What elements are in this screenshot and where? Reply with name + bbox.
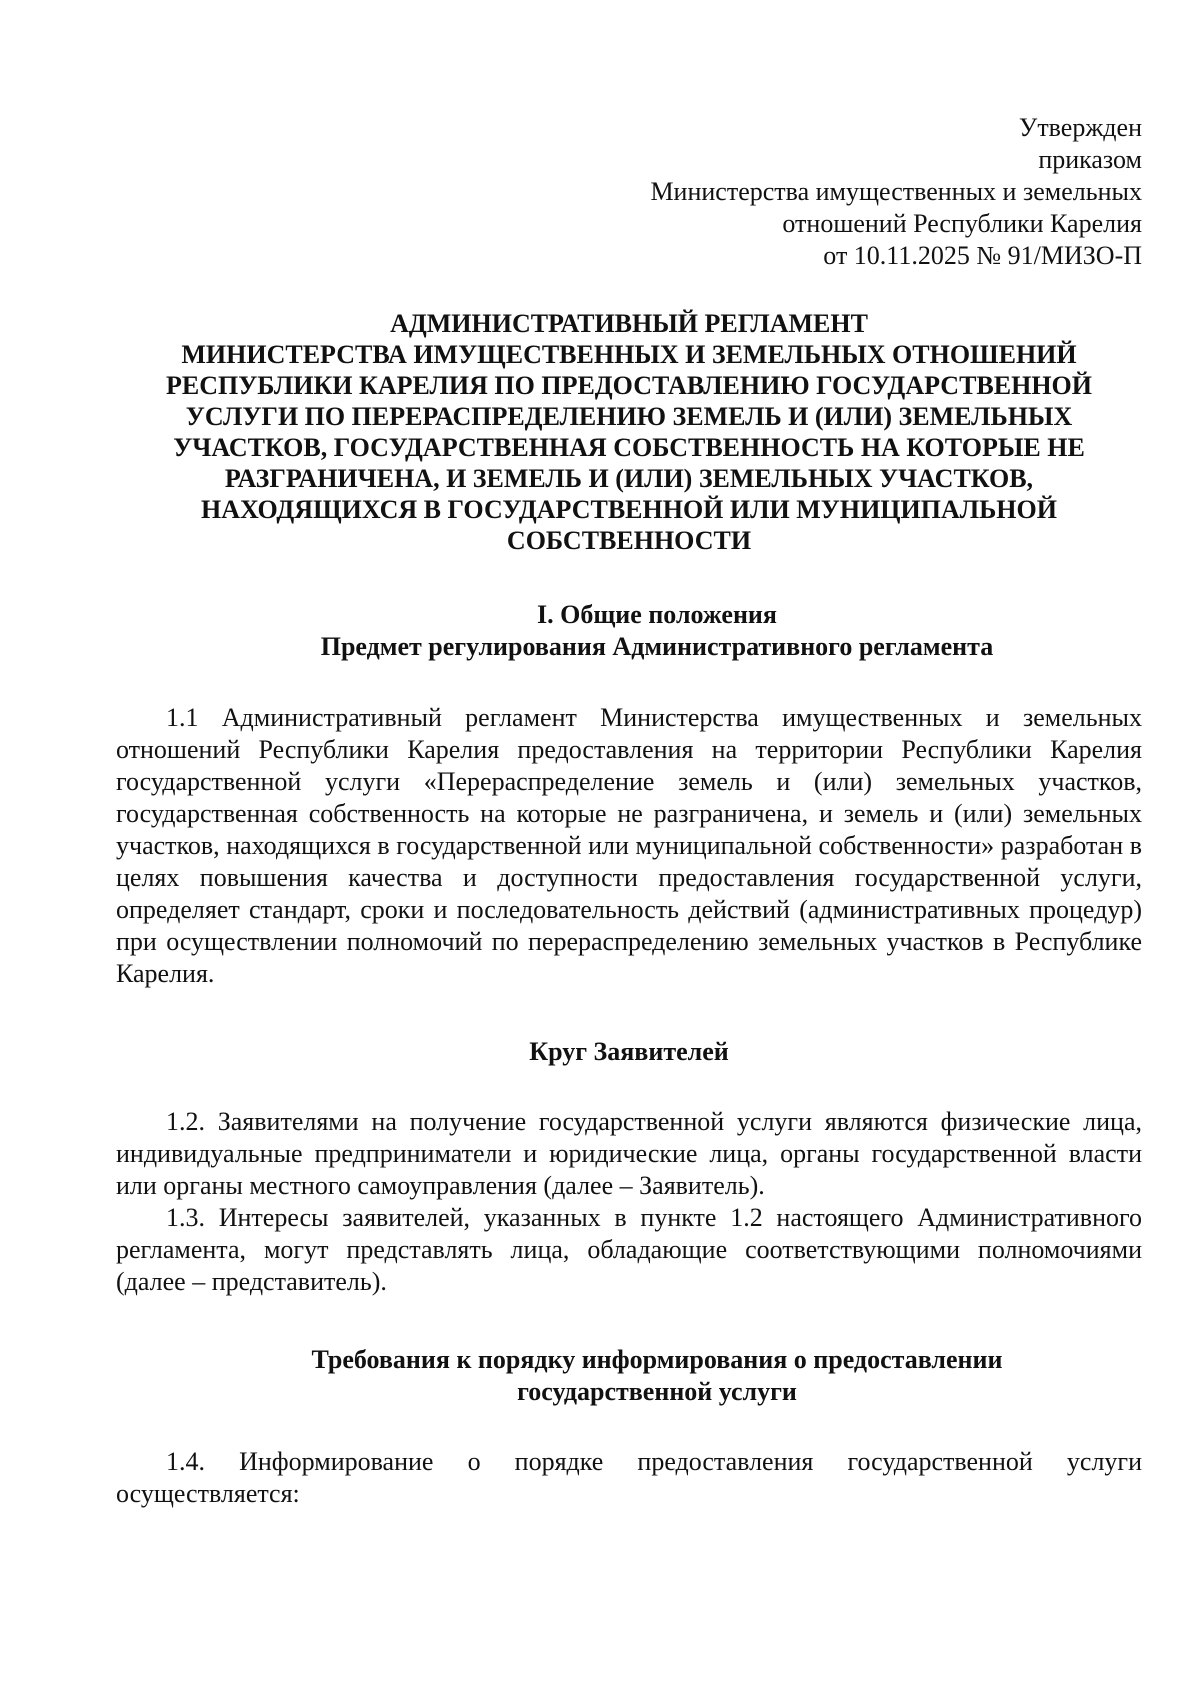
section-heading-applicants	[116, 1036, 1142, 1068]
approval-line: отношений Республики Карелия	[782, 209, 1142, 238]
approval-line: приказом	[1038, 145, 1142, 174]
title-line: МИНИСТЕРСТВА ИМУЩЕСТВЕННЫХ И ЗЕМЕЛЬНЫХ ОТНОШЕНИЙ	[181, 340, 1077, 369]
paragraph-1-4: 1.4. Информирование о порядке предоставления государственной услуги осуществляется:	[116, 1447, 1142, 1508]
title-line: РЕСПУБЛИКИ КАРЕЛИЯ ПО ПРЕДОСТАВЛЕНИЮ ГОСУДАРСТВЕННОЙ	[166, 371, 1092, 400]
section-heading-general	[116, 599, 1142, 663]
section-title: I. Общие положения	[537, 600, 777, 629]
section-heading-informing	[116, 1344, 1142, 1408]
title-line: СОБСТВЕННОСТИ	[506, 526, 752, 555]
title-line: НАХОДЯЩИХСЯ В ГОСУДАРСТВЕННОЙ ИЛИ МУНИЦИПАЛЬНОЙ	[201, 495, 1057, 524]
approval-line: от 10.11.2025 № 91/МИЗО-П	[823, 241, 1142, 270]
section-title-line: Требования к порядку информирования о предоставлении	[311, 1345, 1003, 1374]
title-line: УЧАСТКОВ, ГОСУДАРСТВЕННАЯ СОБСТВЕННОСТЬ НА КОТОРЫЕ НЕ	[173, 433, 1085, 462]
title-line: УСЛУГИ ПО ПЕРЕРАСПРЕДЕЛЕНИЮ ЗЕМЕЛЬ И (ИЛИ) ЗЕМЕЛЬНЫХ	[185, 402, 1073, 431]
approval-line: Утвержден	[1018, 113, 1142, 142]
section-title: Круг Заявителей	[529, 1037, 729, 1066]
section-subtitle: Предмет регулирования Административного регламента	[320, 632, 994, 661]
paragraph-1-3: 1.3. Интересы заявителей, указанных в пункте 1.2 настоящего Административного регламента, могут представлять лица, обладающие соответствующими полномочиями (далее – представитель).	[116, 1203, 1142, 1296]
approval-line: Министерства имущественных и земельных	[650, 177, 1142, 206]
document-content	[116, 112, 1142, 1510]
paragraph-1-1: 1.1 Административный регламент Министерства имущественных и земельных отношений Республики Карелия предоставления на территории Республики Карелия государственной услуги «Перераспределение земель и (или) земельных участков, государственная собственность на которые не разграничена, и земель и (или) земельных участков, находящихся в государственной или муниципальной собственности» разработан в целях повышения качества и доступности предоставления государственной услуги, определяет стандарт, сроки и последовательность действий (административных процедур) при осуществлении полномочий по перераспределению земельных участков в Республике Карелия.	[116, 703, 1142, 988]
title-line: АДМИНИСТРАТИВНЫЙ РЕГЛАМЕНТ	[390, 309, 868, 338]
title-line: РАЗГРАНИЧЕНА, И ЗЕМЕЛЬ И (ИЛИ) ЗЕМЕЛЬНЫХ УЧАСТКОВ,	[224, 464, 1034, 493]
document-title	[116, 308, 1142, 556]
paragraph-1-2: 1.2. Заявителями на получение государственной услуги являются физические лица, индивидуальные предприниматели и юридические лица, органы государственной власти или органы местного самоуправления (далее – Заявитель).	[116, 1107, 1142, 1200]
approval-block	[116, 112, 1142, 272]
section-title-line: государственной услуги	[517, 1377, 797, 1406]
